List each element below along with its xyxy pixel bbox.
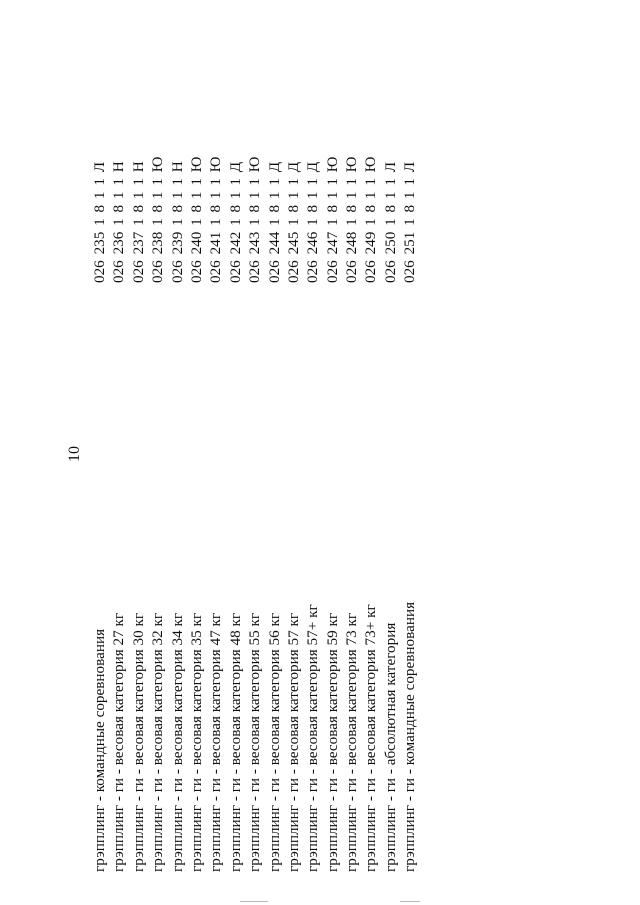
list-item (323, 102, 342, 872)
entry-name: грэпплинг - ги - весовая категория 34 кг (168, 612, 186, 872)
entry-code: 026 239 1 8 1 1 Н (168, 161, 186, 283)
entry-code: 026 241 1 8 1 1 Ю (207, 156, 225, 283)
list-item (245, 102, 264, 872)
entry-code: 026 251 1 8 1 1 Л (401, 161, 419, 283)
entry-name: грэпплинг - ги - весовая категория 57 кг (284, 612, 302, 872)
list-item (148, 102, 167, 872)
entry-code: 026 237 1 8 1 1 Н (129, 161, 147, 283)
entry-name: грэпплинг - ги - весовая категория 32 кг (149, 612, 167, 872)
edge-mark (240, 901, 268, 902)
list-item (265, 102, 284, 872)
list-item (206, 102, 225, 872)
entry-name: грэпплинг - ги - весовая категория 48 кг (226, 612, 244, 872)
edge-mark (400, 901, 420, 902)
list-item (303, 102, 322, 872)
list-item (109, 102, 128, 872)
entry-list (90, 102, 420, 872)
entry-code: 026 246 1 8 1 1 Д (304, 161, 322, 283)
entry-name: грэпплинг - ги - весовая категория 57+ кг (304, 604, 322, 872)
list-item (187, 102, 206, 872)
entry-name: грэпплинг - ги - командные соревнования (401, 601, 419, 872)
entry-name: грэпплинг - ги - весовая категория 35 кг (187, 612, 205, 872)
entry-code: 026 244 1 8 1 1 Д (265, 161, 283, 283)
list-item (284, 102, 303, 872)
entry-name: грэпплинг - ги - весовая категория 30 кг (129, 612, 147, 872)
entry-name: грэпплинг - ги - весовая категория 55 кг (246, 612, 264, 872)
rotated-content (66, 102, 419, 872)
entry-code: 026 236 1 8 1 1 Н (110, 161, 128, 283)
list-item (168, 102, 187, 872)
entry-code: 026 249 1 8 1 1 Ю (362, 156, 380, 283)
list-item (361, 102, 380, 872)
page-number: 10 (66, 446, 83, 462)
entry-code: 026 247 1 8 1 1 Ю (323, 156, 341, 283)
list-item (90, 102, 109, 872)
entry-code: 026 235 1 8 1 1 Л (91, 161, 108, 283)
entry-name: грэпплинг - ги - весовая категория 73+ кг (362, 604, 380, 872)
entry-code: 026 238 1 8 1 1 Ю (149, 156, 167, 283)
entry-name: грэпплинг - ги - абсолютная категория (381, 622, 399, 872)
list-item (342, 102, 361, 872)
entry-code: 026 248 1 8 1 1 Ю (343, 156, 361, 283)
entry-name: грэпплинг - ги - весовая категория 59 кг (323, 612, 341, 872)
entry-code: 026 242 1 8 1 1 Д (226, 161, 244, 283)
entry-name: грэпплинг - ги - весовая категория 73 кг (343, 612, 361, 872)
list-item (400, 102, 419, 872)
entry-code: 026 250 1 8 1 1 Л (381, 161, 399, 283)
list-item (381, 102, 400, 872)
entry-code: 026 245 1 8 1 1 Д (284, 161, 302, 283)
entry-name: грэпплинг - командные соревнования (91, 628, 108, 872)
entry-name: грэпплинг - ги - весовая категория 27 кг (110, 612, 128, 872)
entry-code: 026 240 1 8 1 1 Ю (187, 156, 205, 283)
entry-name: грэпплинг - ги - весовая категория 47 кг (207, 612, 225, 872)
list-item (129, 102, 148, 872)
list-item (226, 102, 245, 872)
entry-name: грэпплинг - ги - весовая категория 56 кг (265, 612, 283, 872)
entry-code: 026 243 1 8 1 1 Ю (246, 156, 264, 283)
